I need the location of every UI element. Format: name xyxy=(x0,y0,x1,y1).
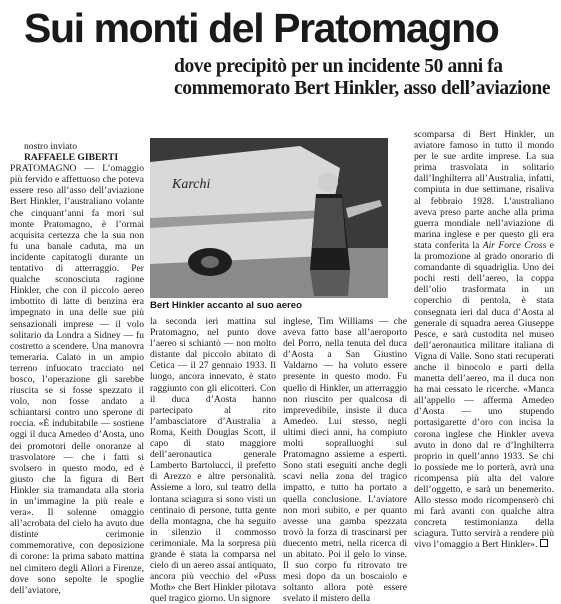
column-4-text-part-1: scomparsa di Bert Hinkler, un aviatore famoso in tutto il mondo per le sue ardite imprese. La sua prima trasvolata in solitario dall’Inghilterra all’Australia, infatti, compiuta in due settimane, risaliva al febbraio 1928. L’australiano aveva preso parte anche alla prima guerra mondiale nell’aviazione di marina inglese e per questo gli era stata conferita la xyxy=(414,129,554,251)
photo-caption: Bert Hinkler accanto al suo aereo xyxy=(150,300,302,311)
subheadline-line-1: dove precipitò per un incidente 50 anni fa xyxy=(174,56,503,77)
end-of-article-mark xyxy=(540,539,548,547)
subheadline-line-2: commemorato Bert Hinkler, asso dell’aviazione xyxy=(174,78,551,99)
byline-name: RAFFAELE GIBERTI xyxy=(24,152,119,164)
article-column-2 xyxy=(150,316,276,604)
award-name: Air Force Cross xyxy=(482,239,547,251)
headline: Sui monti del Pratomagno xyxy=(24,5,499,51)
column-4-text-part-2: e la promozione al grado onorario di comandante di squadriglia. Uno dei pochi resti dell’aereo, la coppa dell’olio trasformata in un coperchio di pentola, è stata consegnata ieri dal duca d’Aosta al generale di squadra aerea Giuseppe Pesce, e sarà custodita nel museo dell’aeronautica militare italiana di Vigna di Valle. Sono stati recuperati anche il binocolo e parti della manetta dell’aereo, ma il duca non ha mai cessato le ricerche. «Manca all’appello — afferma Amedeo d’Aosta — uno stupendo portasigarette d’oro con incisa la corona inglese che Hinkler aveva avuto in dono dal re d’Inghilterra proprio in quell’anno 1933. Se chi lo possiede me lo porterà, avrà una ricompensa più alta del valore dell’oggetto, e sarà un benemerito. Allo stesso modo ricompenserò chi mi farà avanti con qualche altra concreta testimonianza della sciagura. Tutto servirà a rendere più vivo l’omaggio a Bert Hinkler». xyxy=(414,239,554,551)
subheadline xyxy=(174,56,558,100)
column-3-text: inglese, Tim Williams — che aveva fatto base all’aeroporto del Porro, nella tenuta del duca d’Aosta a San Giustino Valdarno — ha voluto essere presente in questo modo. Fu quello di Hinkler, un atterraggio non riuscito per qualcosa di imprevedibile, insiste il duca Amedeo. Lui stesso, negli ultimi dieci anni, ha compiuto molti sopralluoghi sul Pratomagno assieme a esperti. Sono stati eseguiti anche degli scavi nella zona del tragico impatto, e tutto ha portato a quella conclusione. L’aviatore non morì subito, e per quanto avesse una gamba spezzata trovò la forza di trascinarsi per duecento metri, nella ricerca di un abitato. Poi il gelo lo vinse. Il suo corpo fu ritrovato tre mesi dopo da un boscaiolo e soltanto allora potè essere svelato il mistero della xyxy=(283,316,407,604)
column-4-text xyxy=(414,129,554,551)
aviator-photo-illustration xyxy=(150,138,388,298)
column-2-text: la seconda ieri mattina sul Pratomagno, nel punto dove l’aereo si schiantò — non molto distante dal piccolo abitato di Cetica — il 27 gennaio 1933. Il luogo, ancora innevato, è stato raggiunto con gli elicotteri. Con il duca d’Aosta hanno partecipato al rito l’ambasciatore d’Australia a Roma, Keith Douglas Scott, il capo di stato maggiore dell’aeronautica generale Lamberto Bartolucci, il prefetto di Arezzo e altre personalità. Assieme a loro, sul teatro della lontana sciagura si sono visti un centinaio di persone, tutta gente della montagna, che ha seguito in silenzio il commosso cerimoniale. Ma la sorpresa più grande è stata la comparsa nel cielo di un aereo assai antiquato, ancora più vecchio del «Puss Moth» che Bert Hinkler pilotava quel tragico giorno. Un signore xyxy=(150,316,276,604)
plane-lettering: Karchi xyxy=(172,177,211,192)
article-column-1 xyxy=(10,141,144,596)
article-column-3 xyxy=(283,316,407,604)
article-column-4 xyxy=(414,129,554,551)
column-1-text: PRATOMAGNO — L’omaggio più fervido e affettuoso che poteva essere reso all’asso dell’aviazione Bert Hinkler, l’australiano volante che cinquant’anni fa morì sul monte Pratomagno, è l’ormai acquisita certezza che la sua non fu una banale caduta, ma un incidente capitatogli durante un tentativo di atterraggio. Per qualche sconosciuta ragione Hinkler, che con il piccolo aereo imbottito di latte di benzina era impegnato in una delle sue più sensazionali imprese — il volo solitario da Londra a Sidney — fu costretto a scendere. Una manovra temeraria. Calato in un ampio terreno infuocato tracciato nel bosco, l’operazione gli sarebbe riuscita se si fosse spezzato il volo, non fosse andato a schiantarsi contro uno sperone di roccia. «È indubitabile — sostiene oggi il duca Amedeo d’Aosta, uno dei promotori delle onoranze al trasvolatore — che i fatti si svolsero in questo modo, ed è giusto che la figura di Bert Hinkler sia tramandata alla storia in un’immagine la più reale e vera». Il solenne omaggio all’acrobata del cielo ha avuto due distinte cerimonie commemorative, con deposizione di corone: la prima sabato mattina nel cimitero degli Allori a Firenze, dove sono sepolte le spoglie dell’aviatore, xyxy=(10,163,144,596)
byline-role: nostro inviato xyxy=(24,141,78,152)
article-photo xyxy=(150,138,388,298)
